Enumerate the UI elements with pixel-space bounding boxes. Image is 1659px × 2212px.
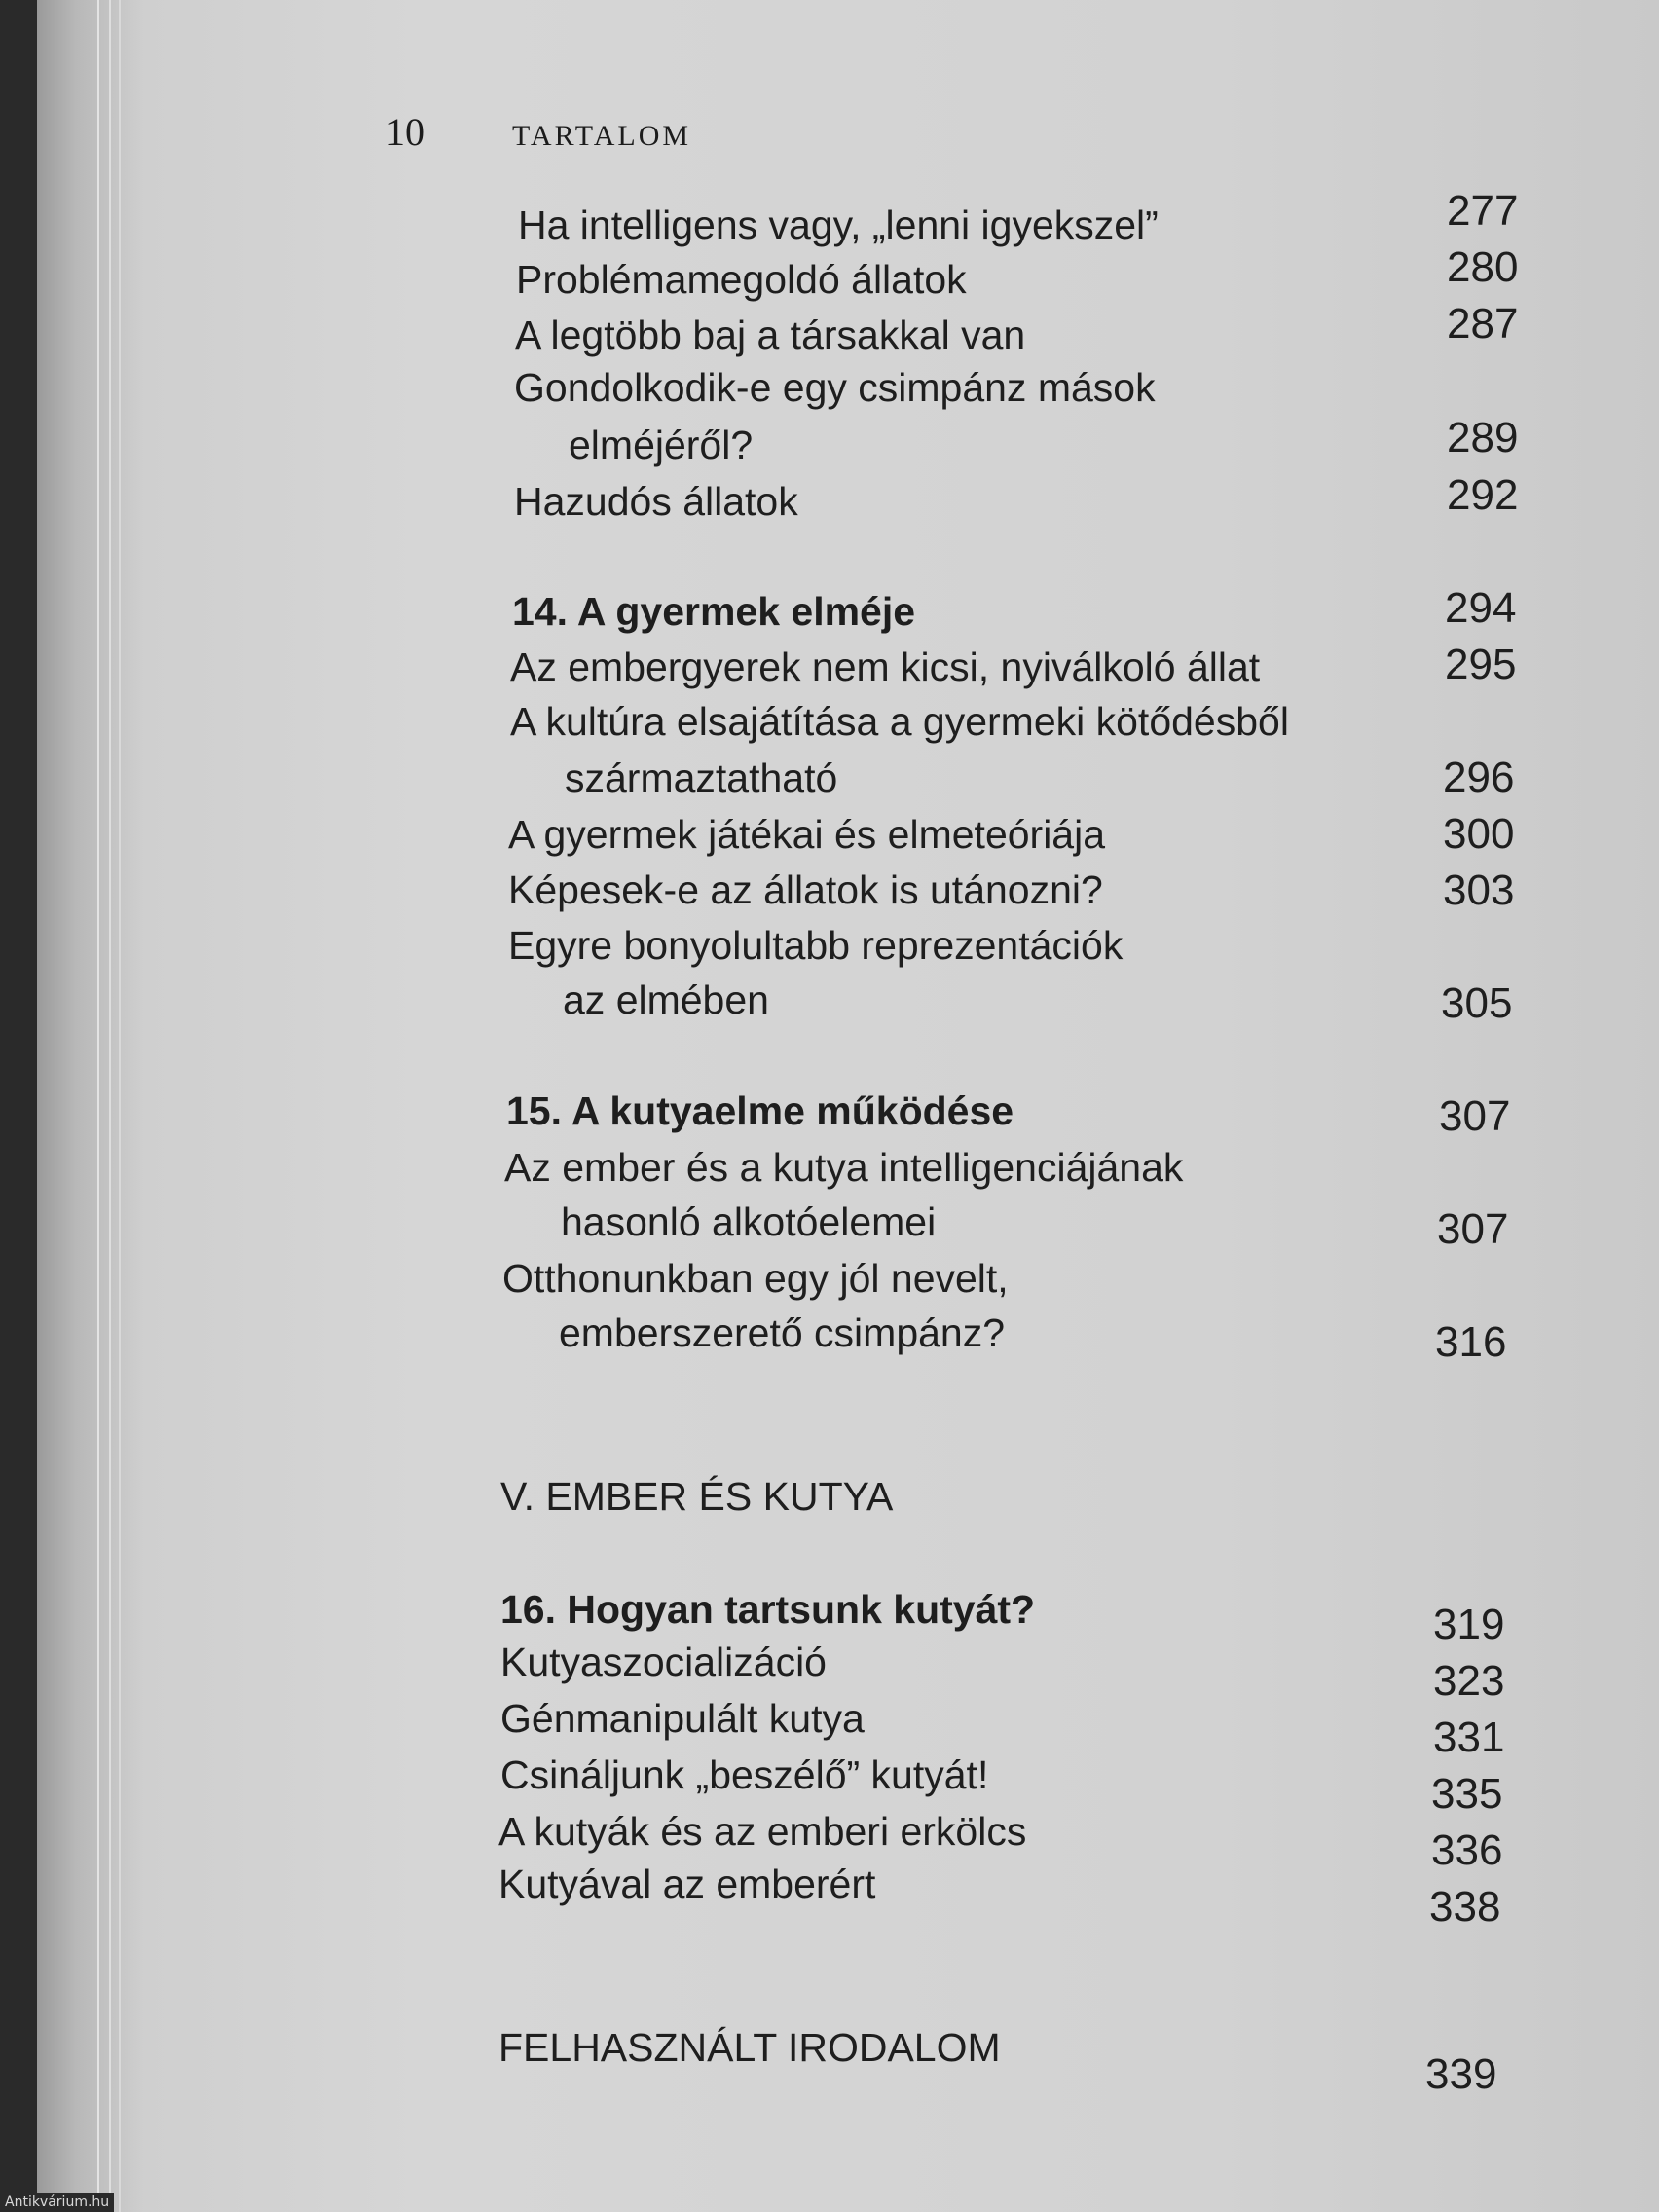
toc-entry-page: 319 [1433, 1601, 1505, 1648]
toc-entry-page: 296 [1443, 754, 1515, 801]
toc-entry-title: Csináljunk „beszélő” kutyát! [500, 1752, 989, 1797]
toc-entry-title-continued: az elmében [563, 977, 769, 1022]
chapter-title: 15. A kutyaelme működése [506, 1088, 1014, 1133]
toc-entry-title: A gyermek játékai és elmeteóriája [508, 812, 1106, 857]
toc-entry-title: Képesek-e az állatok is utánozni? [508, 867, 1103, 912]
toc-entry-page: 305 [1441, 979, 1513, 1027]
toc-entry-title: Kutyaszocializáció [500, 1640, 827, 1684]
toc-entry-page: 277 [1447, 187, 1519, 235]
toc-entry-title: Egyre bonyolultabb reprezentációk [508, 923, 1124, 968]
toc-entry-title: Ha intelligens vagy, „lenni igyekszel” [518, 203, 1159, 247]
toc-entry-page: 331 [1433, 1714, 1505, 1761]
toc-entry-page: 307 [1437, 1205, 1509, 1253]
toc-entry-page: 307 [1439, 1092, 1511, 1140]
toc-entry-page: 303 [1443, 866, 1515, 914]
toc-entry-title-continued: emberszerető csimpánz? [559, 1310, 1006, 1355]
toc-entry-title-continued: származtatható [565, 756, 838, 800]
toc-entry-title: Az embergyerek nem kicsi, nyiválkoló állat [510, 645, 1261, 689]
toc-entry-title: Kutyával az emberért [498, 1862, 876, 1906]
toc-entry-page: 292 [1447, 471, 1519, 519]
watermark: Antikvárium.hu [0, 2193, 114, 2212]
toc-entry-page: 300 [1443, 810, 1515, 858]
toc-entry-page: 323 [1433, 1657, 1505, 1705]
toc-entry-page: 336 [1431, 1826, 1503, 1874]
toc-entry-page: 339 [1425, 2050, 1497, 2098]
toc-entry-title-continued: hasonló alkotóelemei [561, 1199, 937, 1244]
toc-entry-page: 316 [1435, 1318, 1507, 1366]
toc-entry-title: Az ember és a kutya intelligenciájának [504, 1145, 1184, 1190]
toc-entry-title: A legtöbb baj a társakkal van [515, 313, 1026, 357]
toc-entry-title: Génmanipulált kutya [500, 1696, 865, 1741]
toc-entry-page: 338 [1429, 1883, 1501, 1931]
toc-entry-page: 287 [1447, 300, 1519, 348]
page-edge-line [109, 0, 111, 2212]
page-edge-line [97, 0, 99, 2212]
page-number: 10 [386, 110, 424, 154]
toc-entry-title-continued: elméjéről? [569, 423, 754, 467]
page-edge-line [119, 0, 121, 2212]
chapter-title: 14. A gyermek elméje [512, 589, 916, 634]
toc-entry-title: Problémamegoldó állatok [516, 257, 967, 302]
toc-entry-page: 294 [1445, 584, 1517, 632]
running-header [386, 109, 691, 155]
toc-entry-page: 295 [1445, 641, 1517, 688]
toc-entry-page: 335 [1431, 1770, 1503, 1818]
header-title: TARTALOM [512, 120, 692, 152]
toc-entry-page: 289 [1447, 414, 1519, 461]
part-title: V. EMBER ÉS KUTYA [500, 1474, 894, 1519]
toc-entry-title: A kutyák és az emberi erkölcs [498, 1809, 1027, 1854]
toc-entry-title: Hazudós állatok [514, 479, 798, 524]
bibliography-title: FELHASZNÁLT IRODALOM [498, 2025, 1001, 2070]
toc-entry-title: Otthonunkban egy jól nevelt, [502, 1256, 1009, 1301]
chapter-title: 16. Hogyan tartsunk kutyát? [500, 1587, 1036, 1632]
toc-entry-page: 280 [1447, 243, 1519, 291]
toc-entry-title: A kultúra elsajátítása a gyermeki kötődésből [510, 699, 1289, 744]
toc-entry-title: Gondolkodik-e egy csimpánz mások [514, 365, 1156, 410]
